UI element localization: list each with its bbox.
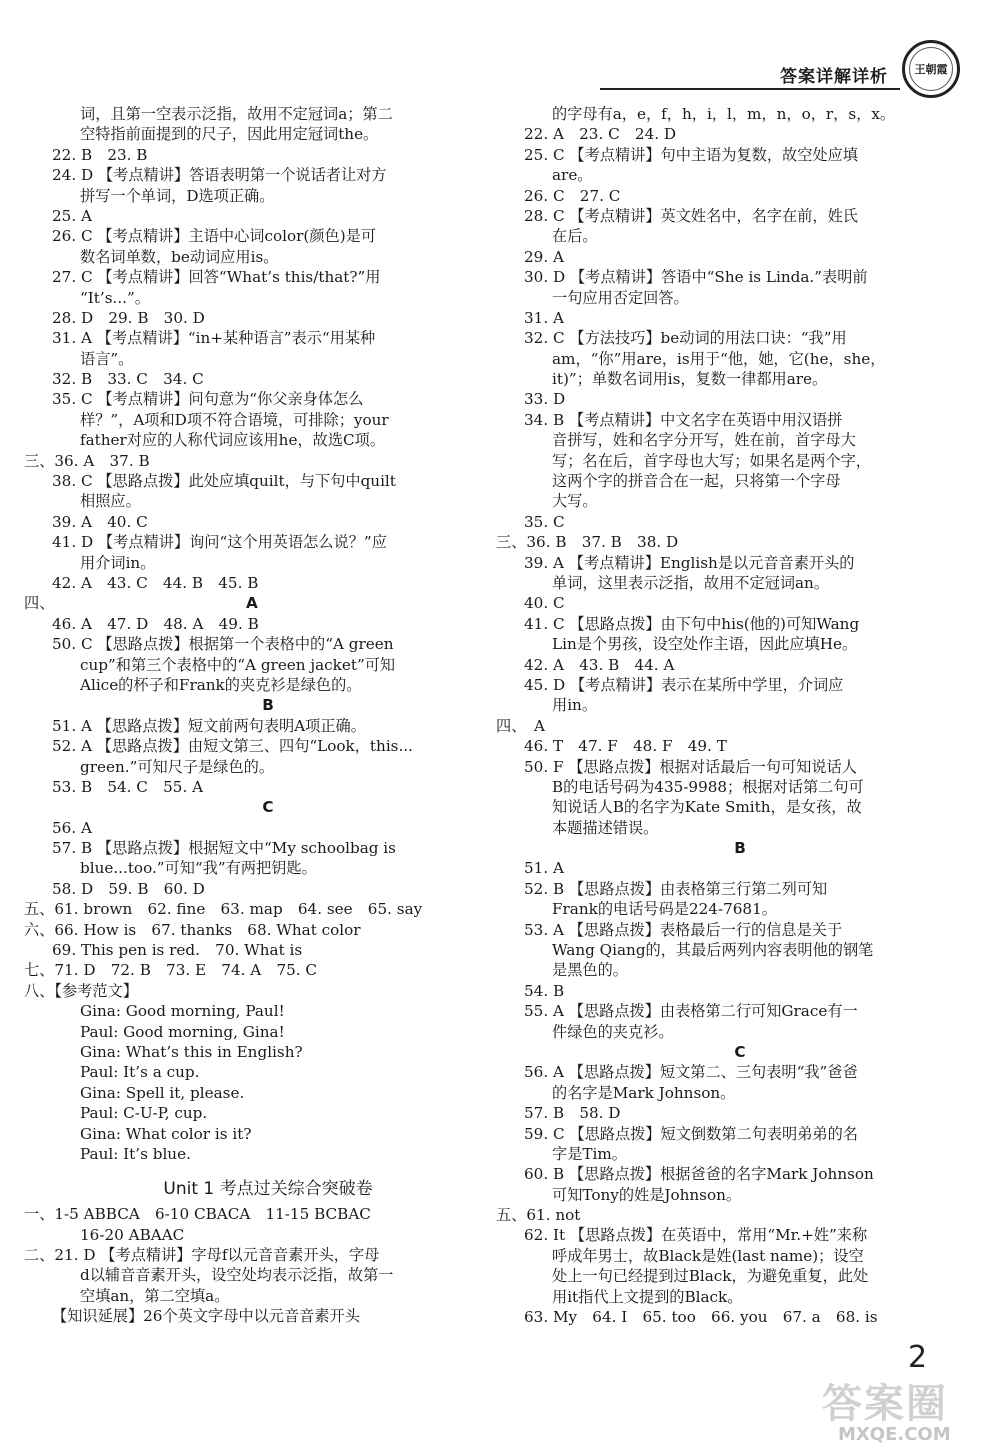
answer-line: Gina: Good morning, Paul!	[80, 1002, 285, 1021]
answer-line: green.”可知尺子是绿色的。	[80, 757, 275, 776]
answer-line: 45. D 【考点精讲】表示在某所中学里，介词应	[524, 675, 844, 694]
brand-logo	[902, 40, 960, 98]
answer-line: 29. A	[524, 247, 564, 266]
answer-line: “It’s...”。	[80, 288, 150, 307]
answer-line: 39. A 【考点精讲】English是以元音音素开头的	[524, 553, 855, 572]
answer-line: 22. A 23. C 24. D	[524, 125, 677, 144]
section-heading: A	[246, 594, 258, 613]
section-heading: C	[734, 1042, 746, 1061]
answer-line: 56. A 【思路点拨】短文第二、三句表明“我”爸爸	[524, 1063, 858, 1082]
section-heading: B	[734, 839, 746, 858]
answer-line: 这两个字的拼音合在一起，只将第一个字母	[552, 472, 841, 491]
answer-line: 25. C 【考点精讲】句中主语为复数，故空处应填	[524, 145, 858, 164]
answer-line: 的字母有a，e，f，h，i，l，m，n，o，r，s，x。	[552, 105, 896, 123]
unit-title: Unit 1 考点过关综合突破卷	[163, 1179, 373, 1200]
left-column	[24, 104, 484, 1327]
answer-line: 大写。	[552, 492, 598, 511]
answer-line: Paul: It’s a cup.	[80, 1063, 200, 1082]
answer-line: Gina: Spell it, please.	[80, 1083, 245, 1102]
answer-line: 57. B 58. D	[524, 1104, 621, 1123]
answer-line: 53. A 【思路点拨】表格最后一行的信息是关于	[524, 920, 843, 939]
answer-line: 28. C 【考点精讲】英文姓名中，名字在前，姓氏	[524, 206, 858, 225]
answer-line: 四、 A	[496, 716, 545, 735]
answer-line: d以辅音音素开头，设空处均表示泛指，故第一	[80, 1266, 394, 1285]
answer-line: 呼成年男士，故Black是姓(last name)；设空	[552, 1246, 864, 1265]
answer-line: 57. B 【思路点拨】根据短文中“My schoolbag is	[52, 839, 396, 858]
answer-line: 41. C 【思路点拨】由下句中his(他的)可知Wang	[524, 614, 860, 633]
answer-line: Frank的电话号码是224-7681。	[552, 900, 777, 919]
answer-line: 51. A 【思路点拨】短文前两句表明A项正确。	[52, 716, 366, 735]
answer-line: Gina: What color is it?	[80, 1124, 252, 1143]
answer-line: 52. B 【思路点拨】由表格第三行第二列可知	[524, 879, 828, 898]
answer-line: 16-20 ABAAC	[80, 1225, 185, 1244]
answer-line: 35. C 【考点精讲】问句意为“你父亲身体怎么	[52, 390, 364, 409]
answer-line: 38. C 【思路点拨】此处应填quilt，与下句中quilt	[52, 472, 396, 491]
answer-line: 七、71. D 72. B 73. E 74. A 75. C	[24, 961, 318, 980]
answer-line: 相照应。	[80, 492, 141, 511]
answer-line: 字是Tim。	[552, 1144, 627, 1163]
answer-line: 一、1-5 ABBCA 6-10 CBACA 11-15 BCBAC	[24, 1205, 371, 1224]
answer-line: 40. C	[524, 594, 565, 613]
answer-line: 59. C 【思路点拨】短文倒数第二句表明弟弟的名	[524, 1124, 858, 1143]
answer-line: 三、36. B 37. B 38. D	[496, 533, 679, 552]
section-heading: C	[262, 798, 274, 817]
answer-line: Paul: It’s blue.	[80, 1144, 191, 1163]
answer-line: B的电话号码为435-9988；根据对话第二句可	[552, 777, 864, 796]
answer-line: 31. A 【考点精讲】“in+某种语言”表示“用某种	[52, 329, 376, 348]
answer-line: 件绿色的夹克衫。	[552, 1022, 674, 1041]
answer-line: 三、36. A 37. B	[24, 451, 150, 470]
answer-line: 42. A 43. B 44. A	[524, 655, 675, 674]
answer-line: 28. D 29. B 30. D	[52, 308, 205, 327]
answer-line: 46. T 47. F 48. F 49. T	[524, 737, 727, 756]
answer-line: 42. A 43. C 44. B 45. B	[52, 573, 259, 592]
answer-line: 26. C 【考点精讲】主语中心词color(颜色)是可	[52, 227, 377, 246]
answer-line: 55. A 【思路点拨】由表格第二行可知Grace有一	[524, 1002, 858, 1021]
answer-line: 四、 A	[24, 594, 258, 613]
answer-line: 46. A 47. D 48. A 49. B	[52, 614, 259, 633]
answer-line: 数名词单数，be动词应用is。	[80, 247, 279, 266]
answer-line: 【知识延展】26个英文字母中以元音音素开头	[52, 1307, 360, 1326]
answer-line: 50. F 【思路点拨】根据对话最后一句可知说话人	[524, 757, 857, 776]
answer-line: 样？”，A项和D项不符合语境，可排除；your	[80, 410, 389, 429]
answer-line: it)”；单数名词用is，复数一律都用are。	[552, 370, 828, 389]
answer-line: 可知Tony的姓是Johnson。	[552, 1185, 742, 1204]
answer-line: 单词，这里表示泛指，故用不定冠词an。	[552, 573, 830, 592]
answer-line: 音拼写，姓和名字分开写，姓在前，首字母大	[552, 431, 856, 450]
answer-line: 五、61. brown 62. fine 63. map 64. see 65. say	[24, 900, 423, 919]
answer-line: 25. A	[52, 206, 92, 225]
answer-line: 本题描述错误。	[552, 818, 659, 837]
answer-line: am，“你”用are，is用于“他，她，它(he，she，	[552, 349, 886, 368]
answer-line: 39. A 40. C	[52, 512, 148, 531]
answer-line: 六、66. How is 67. thanks 68. What color	[24, 920, 361, 939]
answer-line: 52. A 【思路点拨】由短文第三、四句“Look，this...	[52, 737, 413, 756]
header-title: 答案详解详析	[780, 67, 888, 87]
answer-line: 24. D 【考点精讲】答语表明第一个说话者让对方	[52, 166, 387, 185]
answer-line: 34. B 【考点精讲】中文名字在英语中用汉语拼	[524, 410, 843, 429]
answer-line: 35. C	[524, 512, 565, 531]
answer-line: 语言”。	[80, 349, 134, 368]
answer-line: 58. D 59. B 60. D	[52, 879, 205, 898]
answer-line: father对应的人称代词应该用he，故选C项。	[80, 431, 386, 450]
answer-line: 空特指前面提到的尺子，因此用定冠词the。	[80, 125, 379, 144]
answer-line: 一句应用否定回答。	[552, 288, 689, 307]
answer-line: 69. This pen is red. 70. What is	[52, 941, 303, 960]
section-heading: B	[262, 696, 274, 715]
right-column	[496, 104, 956, 1327]
answer-line: 60. B 【思路点拨】根据爸爸的名字Mark Johnson	[524, 1165, 874, 1184]
answer-line: 用in。	[552, 696, 598, 715]
answer-line: 51. A	[524, 859, 564, 878]
answer-line: 26. C 27. C	[524, 186, 621, 205]
answer-line: 写；名在后，首字母也大写；如果名是两个字，	[552, 451, 871, 470]
answer-line: 词，且第一空表示泛指，故用不定冠词a；第二	[80, 105, 393, 123]
answer-line: 54. B	[524, 981, 565, 1000]
answer-line: Paul: Good morning, Gina!	[80, 1022, 285, 1041]
answer-line: 五、61. not	[496, 1206, 581, 1225]
answer-line: 32. C 【方法技巧】be动词的用法口诀：“我”用	[524, 329, 847, 348]
logo-text: 王朝霞	[914, 63, 948, 76]
answer-line: 八、【参考范文】	[24, 981, 138, 1000]
answer-line: 41. D 【考点精讲】询问“这个用英语怎么说？”应	[52, 533, 387, 552]
answer-line: Alice的杯子和Frank的夹克衫是绿色的。	[80, 675, 362, 694]
page-number: 2	[908, 1340, 928, 1375]
answer-line: 56. A	[52, 818, 92, 837]
answer-line: Wang Qiang的，其最后两列内容表明他的钢笔	[552, 941, 874, 960]
answer-line: 在后。	[552, 227, 598, 246]
answer-line: 知说话人B的名字为Kate Smith，是女孩，故	[552, 798, 862, 817]
answer-line: 31. A	[524, 308, 564, 327]
answer-line: 27. C 【考点精讲】回答“What’s this/that?”用	[52, 268, 381, 287]
answer-line: 空填an，第二空填a。	[80, 1286, 230, 1305]
answer-line: 32. B 33. C 34. C	[52, 370, 204, 389]
answer-line: are。	[552, 166, 593, 185]
answer-line: 是黑色的。	[552, 961, 628, 980]
answer-line: 22. B 23. B	[52, 145, 148, 164]
answer-line: blue...too.”可知“我”有两把钥匙。	[80, 859, 317, 878]
watermark-url: MXQE.COM	[838, 1424, 951, 1445]
answer-line: 用介词in。	[80, 553, 156, 572]
answer-line: Lin是个男孩，设空处作主语，因此应填He。	[552, 635, 858, 654]
answer-line: 30. D 【考点精讲】答语中“She is Linda.”表明前	[524, 268, 868, 287]
answer-line: Gina: What’s this in English?	[80, 1042, 303, 1061]
answer-line: 63. My 64. I 65. too 66. you 67. a 68. is	[524, 1308, 878, 1327]
watermark-logo: 答案圈	[822, 1381, 948, 1427]
answer-line: 53. B 54. C 55. A	[52, 777, 204, 796]
answer-line: 二、21. D 【考点精讲】字母f以元音音素开头，字母	[24, 1246, 380, 1265]
header-rule	[600, 88, 900, 90]
answer-line: 处上一句已经提到过Black，为避免重复，此处	[552, 1267, 869, 1286]
answer-line: Paul: C-U-P, cup.	[80, 1104, 208, 1123]
answer-line: 62. It 【思路点拨】在英语中，常用“Mr.+姓”来称	[524, 1226, 868, 1245]
answer-line: 的名字是Mark Johnson。	[552, 1083, 736, 1102]
answer-line: cup”和第三个表格中的“A green jacket”可知	[80, 655, 396, 674]
answer-line: 拼写一个单词，D选项正确。	[80, 186, 275, 205]
answer-line: 50. C 【思路点拨】根据第一个表格中的“A green	[52, 635, 394, 654]
answer-line: 33. D	[524, 390, 566, 409]
answer-line: 用it指代上文提到的Black。	[552, 1287, 743, 1306]
page-header	[0, 0, 1000, 110]
